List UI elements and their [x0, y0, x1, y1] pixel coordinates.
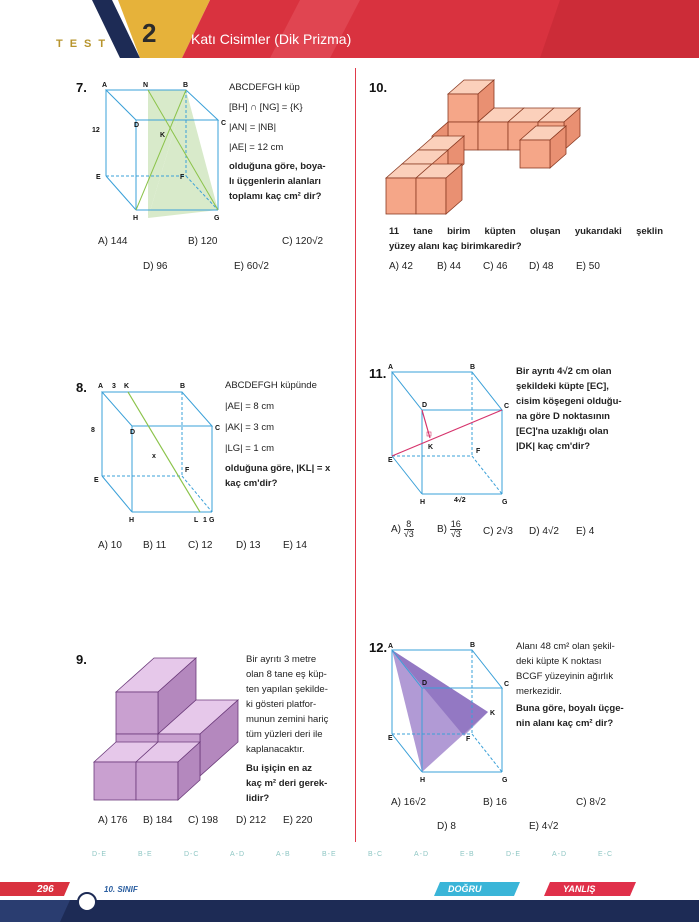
- q7-label-b: B: [183, 82, 189, 89]
- q11-question-4: na göre D noktasının: [516, 411, 610, 422]
- q10-question-2: yüzey alanı kaç birimkaredir?: [389, 241, 522, 252]
- q11-option-a-den: √3: [403, 529, 414, 539]
- q7-option-e[interactable]: E) 60√2: [234, 261, 269, 272]
- q12-text-3: BCGF yüzeyinin ağırlık: [516, 671, 614, 682]
- q9-question-1: Bu işiçin en az: [246, 763, 312, 774]
- q7-question-2: lı üçgenlerin alanları: [229, 176, 321, 187]
- q8-line-1: ABCDEFGH küpünde: [225, 380, 317, 391]
- q8-label-c: C: [215, 425, 221, 432]
- q9-text-4: ki gösteri platfor-: [246, 699, 317, 710]
- q12-text-2: deki küpte K noktası: [516, 656, 602, 667]
- q8-option-a[interactable]: A) 10: [98, 540, 122, 551]
- page-number: 296: [37, 884, 54, 895]
- q10-option-a[interactable]: A) 42: [389, 261, 413, 272]
- q7-label-k: K: [160, 132, 166, 139]
- answer-code: D-C: [184, 851, 200, 858]
- q8-line-2: |AE| = 8 cm: [225, 401, 275, 412]
- q8-label-8: 8: [91, 427, 95, 434]
- q11-option-d[interactable]: D) 4√2: [529, 526, 559, 537]
- q7-label-side: 12: [92, 127, 100, 134]
- answer-code: E-C: [598, 851, 614, 858]
- q11-question-2: şekildeki küpte [EC],: [516, 381, 609, 392]
- q11-option-b-den: √3: [450, 529, 461, 539]
- q8-label-h: H: [129, 517, 135, 524]
- q7-cube-figure: [88, 80, 228, 222]
- q12-label-k: K: [490, 710, 496, 717]
- answer-code: A-D: [552, 851, 568, 858]
- q8-line-3: |AK| = 3 cm: [225, 422, 275, 433]
- q12-label-g: G: [502, 777, 508, 784]
- answer-code: B-E: [322, 851, 337, 858]
- answer-code: A-B: [276, 851, 291, 858]
- q12-option-a[interactable]: A) 16√2: [391, 797, 426, 808]
- q9-text-5: munun zemini hariç: [246, 714, 329, 725]
- q8-label-f: F: [185, 467, 190, 474]
- q9-question-2: kaç m² deri gerek-: [246, 778, 328, 789]
- q12-option-c[interactable]: C) 8√2: [576, 797, 606, 808]
- test-number: 2: [142, 18, 157, 48]
- q11-label-k: K: [428, 444, 434, 451]
- q9-option-e[interactable]: E) 220: [283, 815, 313, 826]
- q9-text-6: tüm yüzleri deri ile: [246, 729, 323, 740]
- q9-text-1: Bir ayrıtı 3 metre: [246, 654, 317, 665]
- q9-platform-figure: [92, 654, 248, 804]
- wrong-box[interactable]: YANLIŞ: [563, 884, 596, 894]
- q10-option-d[interactable]: D) 48: [529, 261, 554, 272]
- answer-code: D-E: [506, 851, 522, 858]
- q11-label-g: G: [502, 499, 508, 506]
- q8-option-d[interactable]: D) 13: [236, 540, 261, 551]
- q8-option-e[interactable]: E) 14: [283, 540, 307, 551]
- q8-label-k: K: [124, 383, 130, 390]
- q11-option-a-letter: A): [391, 524, 401, 536]
- answer-code: A-D: [414, 851, 430, 858]
- q11-option-a-num: 8: [404, 520, 414, 530]
- q11-label-f: F: [476, 448, 481, 455]
- q7-question-1: olduğuna göre, boya-: [229, 161, 326, 172]
- q8-option-b[interactable]: B) 11: [143, 540, 167, 551]
- q8-label-x: x: [152, 453, 156, 460]
- q8-label-l: L: [194, 517, 199, 524]
- answer-code: B-C: [368, 851, 384, 858]
- q8-cube-figure: [88, 378, 228, 526]
- q11-label-e: E: [388, 457, 393, 464]
- q7-statement: [229, 80, 344, 204]
- topic-title: Katı Cisimler (Dik Prizma): [191, 31, 352, 47]
- q8-label-3: 3: [112, 383, 116, 390]
- q11-option-b-letter: B): [437, 524, 447, 536]
- q7-option-c[interactable]: C) 120√2: [282, 236, 324, 247]
- q11-label-side: 4√2: [454, 497, 466, 504]
- q10-option-c[interactable]: C) 46: [483, 261, 508, 272]
- q8-label-a: A: [98, 383, 104, 390]
- q7-label-c: C: [221, 120, 227, 127]
- q12-number: 12.: [369, 640, 388, 655]
- q7-label-f: F: [180, 174, 185, 181]
- q12-text-4: merkezidir.: [516, 686, 562, 697]
- q10-option-e[interactable]: E) 50: [576, 261, 600, 272]
- q7-option-a[interactable]: A) 144: [98, 236, 128, 247]
- q11-option-c[interactable]: C) 2√3: [483, 526, 513, 537]
- q10-question: [389, 224, 663, 254]
- q11-label-b: B: [470, 364, 476, 371]
- correct-box[interactable]: DOĞRU: [448, 884, 482, 894]
- q12-text-1: Alanı 48 cm² olan şekil-: [516, 641, 615, 652]
- answer-code: A-D: [230, 851, 246, 858]
- q8-statement: [225, 378, 350, 491]
- q12-label-c: C: [504, 681, 510, 688]
- q12-label-e: E: [388, 735, 393, 742]
- q8-label-e: E: [94, 477, 99, 484]
- q8-option-c[interactable]: C) 12: [188, 540, 213, 551]
- q9-statement: [246, 652, 346, 806]
- q12-question-1: Buna göre, boyalı üçge-: [516, 703, 624, 714]
- q11-label-d: D: [422, 402, 428, 409]
- q12-question-2: nin alanı kaç cm² dir?: [516, 718, 614, 729]
- q11-question-5: [EC]'na uzaklığı olan: [516, 426, 609, 437]
- q11-option-b[interactable]: [437, 520, 462, 539]
- q12-label-f: F: [466, 736, 471, 743]
- q7-line-2: [BH] ∩ [NG] = {K}: [229, 102, 303, 113]
- q11-question-6: |DK| kaç cm'dir?: [516, 441, 591, 452]
- q9-text-3: ten yapılan şekilde-: [246, 684, 328, 695]
- q11-question-1: Bir ayrıtı 4√2 cm olan: [516, 366, 612, 377]
- q11-label-a: A: [388, 364, 394, 371]
- q8-question-2: kaç cm'dir?: [225, 478, 278, 489]
- q10-cubes-figure: [384, 78, 584, 218]
- q7-label-a: A: [102, 82, 108, 89]
- q11-option-a[interactable]: [391, 520, 414, 539]
- q12-label-b: B: [470, 642, 476, 649]
- answer-code: D-E: [92, 851, 108, 858]
- q9-option-a[interactable]: A) 176: [98, 815, 128, 826]
- q11-number: 11.: [369, 366, 387, 381]
- q10-question-1: 11 tane birim küpten oluşan yukarıdaki şeklin: [389, 226, 663, 237]
- q11-label-h: H: [420, 499, 426, 506]
- q9-option-c[interactable]: C) 198: [188, 815, 219, 826]
- q7-line-4: |AE| = 12 cm: [229, 142, 284, 153]
- q7-label-d: D: [134, 122, 140, 129]
- q9-option-b[interactable]: B) 184: [143, 815, 173, 826]
- q7-label-h: H: [133, 215, 139, 222]
- q7-number: 7.: [76, 80, 87, 95]
- q12-label-a: A: [388, 643, 394, 650]
- q7-label-e: E: [96, 174, 101, 181]
- q8-label-1: 1: [203, 517, 207, 524]
- q8-label-g: G: [209, 517, 215, 524]
- grade-label: 10. SINIF: [104, 885, 138, 894]
- q11-option-b-num: 16: [450, 519, 461, 529]
- q11-question: [516, 364, 640, 454]
- q9-text-2: olan 8 tane eş küp-: [246, 669, 327, 680]
- q11-label-c: C: [504, 403, 510, 410]
- column-divider: [355, 68, 356, 842]
- test-label: TEST: [56, 38, 113, 50]
- q12-option-b[interactable]: B) 16: [483, 797, 507, 808]
- answer-code: B-E: [138, 851, 153, 858]
- q7-line-3: |AN| = |NB|: [229, 122, 277, 133]
- q12-option-e[interactable]: E) 4√2: [529, 821, 559, 832]
- q8-line-4: |LG| = 1 cm: [225, 443, 275, 454]
- answer-code: E-B: [460, 851, 475, 858]
- q12-option-d[interactable]: D) 8: [437, 821, 456, 832]
- q12-label-d: D: [422, 680, 428, 687]
- q9-number: 9.: [76, 652, 87, 667]
- q12-cube-figure: [384, 638, 518, 786]
- q8-question-1: olduğuna göre, |KL| = x: [225, 463, 331, 474]
- q7-option-d[interactable]: D) 96: [143, 261, 168, 272]
- q9-option-d[interactable]: D) 212: [236, 815, 267, 826]
- q7-question-3: toplamı kaç cm² dir?: [229, 191, 322, 202]
- q11-cube-figure: [384, 360, 518, 510]
- q8-label-b: B: [180, 383, 186, 390]
- q8-number: 8.: [76, 380, 87, 395]
- q9-question-3: lidir?: [246, 793, 270, 804]
- q10-option-b[interactable]: B) 44: [437, 261, 461, 272]
- q12-statement: [516, 639, 640, 731]
- q9-text-7: kaplanacaktır.: [246, 744, 305, 755]
- q12-label-h: H: [420, 777, 426, 784]
- q7-label-g: G: [214, 215, 220, 222]
- q7-label-n: N: [143, 82, 149, 89]
- q8-label-d: D: [130, 429, 136, 436]
- q7-option-b[interactable]: B) 120: [188, 236, 218, 247]
- q7-line-1: ABCDEFGH küp: [229, 82, 300, 93]
- q11-option-e[interactable]: E) 4: [576, 526, 595, 537]
- q10-number: 10.: [369, 80, 388, 95]
- q11-question-3: cisim köşegeni olduğu-: [516, 396, 622, 407]
